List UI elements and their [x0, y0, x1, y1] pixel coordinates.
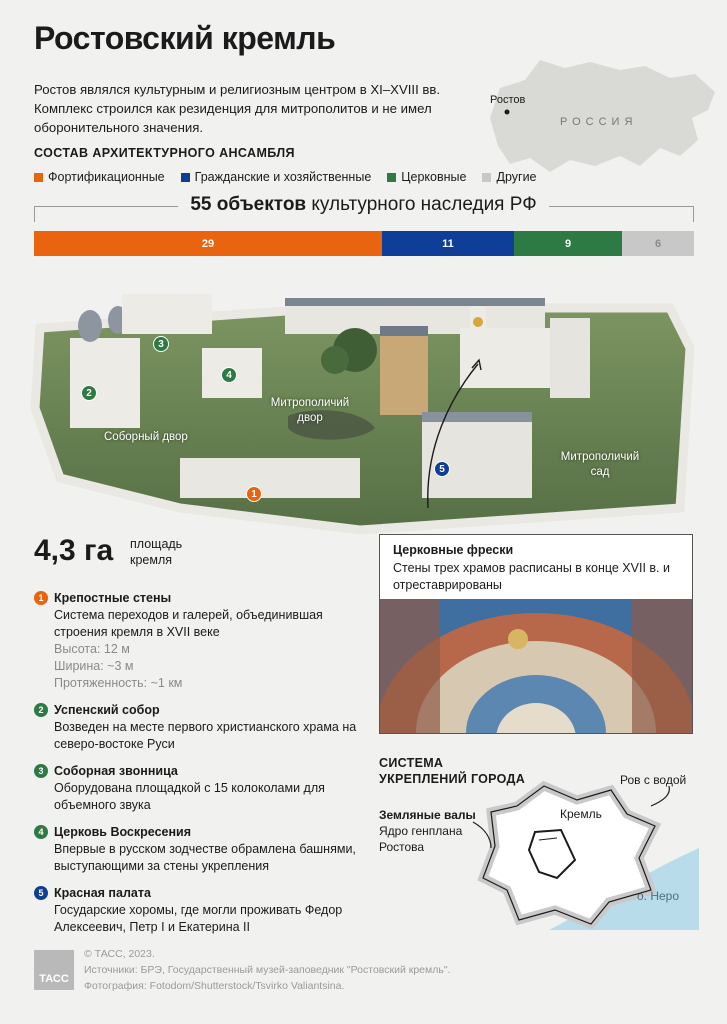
item-name: Красная палата	[54, 886, 151, 900]
fortification-heading-line: СИСТЕМА	[379, 756, 444, 770]
object-item	[34, 763, 364, 814]
composition-heading: СОСТАВ АРХИТЕКТУРНОГО АНСАМБЛЯ	[34, 146, 295, 160]
bar-segment: 29	[34, 231, 382, 256]
map-country-label: РОССИЯ	[560, 116, 638, 128]
item-description: Оборудована площадкой с 15 колоколами для объемного звука	[54, 781, 325, 812]
object-list	[34, 590, 364, 946]
item-name: Соборная звонница	[54, 764, 178, 778]
heritage-total	[0, 194, 727, 216]
legend-swatch	[482, 173, 491, 182]
core-label-2: Ростова	[379, 840, 425, 854]
kremlin-aerial-illustration	[30, 268, 700, 538]
object-item	[34, 702, 364, 753]
rostov-dot	[505, 110, 510, 115]
heritage-label: культурного наследия РФ	[311, 194, 537, 215]
footer-photo-credit: Фотография: Fotodom/Shutterstock/Tsvirko Valiantsina.	[84, 980, 345, 992]
item-spec: Протяженность: ~1 км	[54, 676, 183, 690]
item-number-badge: 3	[34, 764, 48, 778]
marker-1: 1	[246, 486, 262, 502]
object-item	[34, 590, 364, 692]
tass-logo: ТАСС	[34, 950, 74, 990]
item-name: Церковь Воскресения	[54, 825, 191, 839]
area-value: 4,3 га	[34, 534, 114, 567]
item-description: Государские хоромы, где могли проживать Федор Алексеевич, Петр I и Екатерина II	[54, 903, 343, 934]
page-title: Ростовский кремль	[34, 20, 336, 56]
bar-segment: 6	[622, 231, 694, 256]
fortification-heading-line: УКРЕПЛЕНИЙ ГОРОДА	[379, 772, 526, 786]
legend-item-fortification	[34, 170, 165, 184]
place-label: Митрополичий двор	[270, 397, 350, 424]
legend-swatch	[34, 173, 43, 182]
legend-swatch	[181, 173, 190, 182]
kremlin-label: Кремль	[560, 807, 602, 821]
area-unit: площадь кремля	[130, 537, 183, 567]
place-label: Соборный двор	[104, 431, 188, 443]
legend-item-other	[482, 170, 536, 184]
legend-swatch	[387, 173, 396, 182]
item-name: Успенский собор	[54, 703, 160, 717]
item-number-badge: 1	[34, 591, 48, 605]
fresco-title: Церковные фрески	[393, 543, 514, 557]
item-number-badge: 4	[34, 825, 48, 839]
fresco-card	[379, 534, 693, 734]
item-spec: Ширина: ~3 м	[54, 659, 134, 673]
legend-item-church	[387, 170, 466, 184]
moat-label: Ров с водой	[620, 773, 687, 787]
item-description: Возведен на месте первого христианского храма на северо-востоке Руси	[54, 720, 357, 751]
item-spec: Высота: 12 м	[54, 642, 130, 656]
fresco-text: Стены трех храмов расписаны в конце XVII в. и отреставрированы	[393, 561, 670, 592]
legend-label: Фортификационные	[48, 170, 165, 184]
marker-2: 2	[81, 385, 97, 401]
bar-segment: 11	[382, 231, 514, 256]
map-city-label: Ростов	[490, 94, 526, 106]
bar-segment: 9	[514, 231, 622, 256]
legend-label: Церковные	[401, 170, 467, 184]
item-description: Впервые в русском зодчестве обрамлена башнями, выступающими за стены укрепления	[54, 842, 356, 873]
legend-item-civil	[181, 170, 372, 184]
fresco-photo	[380, 599, 692, 733]
marker-4: 4	[221, 367, 237, 383]
ramparts-label: Земляные валы	[379, 808, 476, 822]
item-description: Система переходов и галерей, объединившая строения кремля в XVII веке	[54, 608, 323, 639]
object-item	[34, 885, 364, 936]
item-number-badge: 5	[34, 886, 48, 900]
legend-label: Другие	[496, 170, 537, 184]
place-label: Митрополичий сад	[560, 451, 640, 478]
object-item	[34, 824, 364, 875]
legend	[34, 170, 537, 184]
item-name: Крепостные стены	[54, 591, 172, 605]
lake-label: о. Неро	[637, 889, 680, 903]
core-label-1: Ядро генплана	[379, 824, 463, 838]
marker-5: 5	[434, 461, 450, 477]
legend-label: Гражданские и хозяйственные	[194, 170, 372, 184]
footer-copyright: © ТАСС, 2023.	[84, 948, 155, 960]
intro-text: Ростов являлся культурным и религиозным центром в XI–XVIII вв. Комплекс строился как резиденция для митрополитов и не имел оборонительного значения.	[34, 82, 441, 135]
footer	[84, 946, 450, 994]
footer-sources: Источники: БРЭ, Государственный музей-заповедник "Ростовский кремль".	[84, 964, 451, 976]
marker-3: 3	[153, 336, 169, 352]
item-number-badge: 2	[34, 703, 48, 717]
heritage-number: 55 объектов	[190, 194, 307, 215]
composition-bar	[34, 231, 694, 256]
